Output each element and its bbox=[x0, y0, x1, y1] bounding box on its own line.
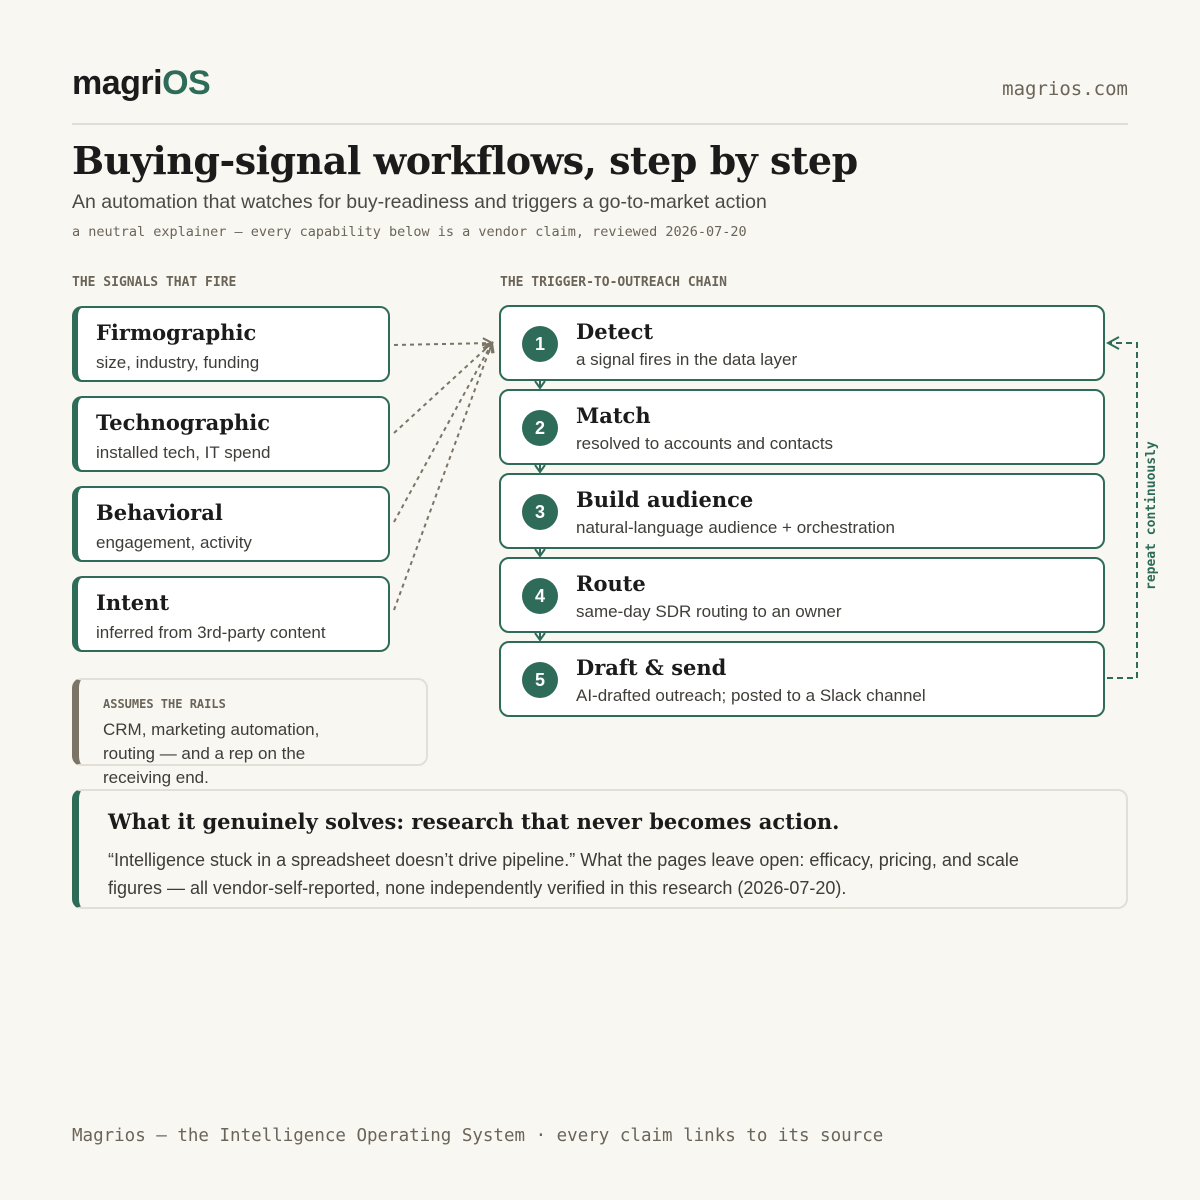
solves-body: “Intelligence stuck in a spreadsheet doesn’t drive pipeline.” What the pages leave open: efficacy, pricing, and scale figures — all vendor-self-reported, none independently verified in this research (2026-07-20). bbox=[108, 850, 1019, 898]
step-desc: a signal fires in the data layer bbox=[576, 350, 798, 369]
step-number-badge: 4 bbox=[522, 578, 558, 614]
signal-title: Technographic bbox=[96, 410, 270, 435]
signal-desc: installed tech, IT spend bbox=[96, 443, 271, 462]
signal-card-behavioral bbox=[72, 486, 390, 562]
step-desc: natural-language audience + orchestration bbox=[576, 518, 895, 537]
step-title: Detect bbox=[576, 319, 654, 344]
repeat-loop-arrow bbox=[1107, 343, 1137, 678]
logo-text: magri bbox=[72, 64, 163, 102]
site-url[interactable]: magrios.com bbox=[1002, 78, 1128, 100]
signal-title: Behavioral bbox=[96, 500, 223, 525]
repeat-loop-label: repeat continuously bbox=[1144, 441, 1159, 590]
step-title: Build audience bbox=[576, 487, 754, 512]
firmographic-connector bbox=[394, 343, 492, 345]
rails-label: ASSUMES THE RAILS bbox=[103, 697, 226, 711]
step-number-badge: 3 bbox=[522, 494, 558, 530]
step-desc: AI-drafted outreach; posted to a Slack channel bbox=[576, 686, 926, 705]
signal-card-firmographic bbox=[72, 306, 390, 382]
signal-desc: inferred from 3rd-party content bbox=[96, 623, 326, 642]
signal-desc: size, industry, funding bbox=[96, 353, 260, 372]
behavioral-connector bbox=[394, 343, 492, 522]
chain-heading: THE TRIGGER-TO-OUTREACH CHAIN bbox=[500, 275, 727, 290]
step-card-match bbox=[499, 389, 1105, 465]
signal-card-intent bbox=[72, 576, 390, 652]
step-title: Match bbox=[576, 403, 651, 428]
step-title: Route bbox=[576, 571, 646, 596]
step-card-draft-send bbox=[499, 641, 1105, 717]
step-title: Draft & send bbox=[576, 655, 727, 680]
logo-accent-text: OS bbox=[162, 64, 211, 102]
step-desc: same-day SDR routing to an owner bbox=[576, 602, 842, 621]
page-title: Buying-signal workflows, step by step bbox=[72, 138, 858, 183]
step-card-detect bbox=[499, 305, 1105, 381]
step-desc: resolved to accounts and contacts bbox=[576, 434, 834, 453]
rails-text: CRM, marketing automation, routing — and a rep on the receiving end. bbox=[103, 720, 320, 787]
solves-heading: What it genuinely solves: research that never becomes action. bbox=[108, 809, 840, 834]
footer-text: Magrios — the Intelligence Operating System · every claim links to its source bbox=[72, 1126, 884, 1146]
signal-desc: engagement, activity bbox=[96, 533, 252, 552]
intent-connector bbox=[394, 343, 492, 610]
step-card-route bbox=[499, 557, 1105, 633]
step-number-badge: 1 bbox=[522, 326, 558, 362]
technographic-connector bbox=[394, 343, 492, 433]
step-number-badge: 5 bbox=[522, 662, 558, 698]
signal-title: Firmographic bbox=[96, 320, 257, 345]
signals-heading: THE SIGNALS THAT FIRE bbox=[72, 275, 237, 290]
assumes-rails-note bbox=[72, 678, 428, 787]
signal-card-technographic bbox=[72, 396, 390, 472]
step-number-badge: 2 bbox=[522, 410, 558, 446]
step-card-build-audience bbox=[499, 473, 1105, 549]
page-subtitle: An automation that watches for buy-readiness and triggers a go-to-market action bbox=[72, 191, 767, 213]
solves-callout bbox=[72, 789, 1128, 909]
signal-title: Intent bbox=[96, 590, 170, 615]
review-note: a neutral explainer — every capability below is a vendor claim, reviewed 2026-07-20 bbox=[72, 224, 747, 240]
